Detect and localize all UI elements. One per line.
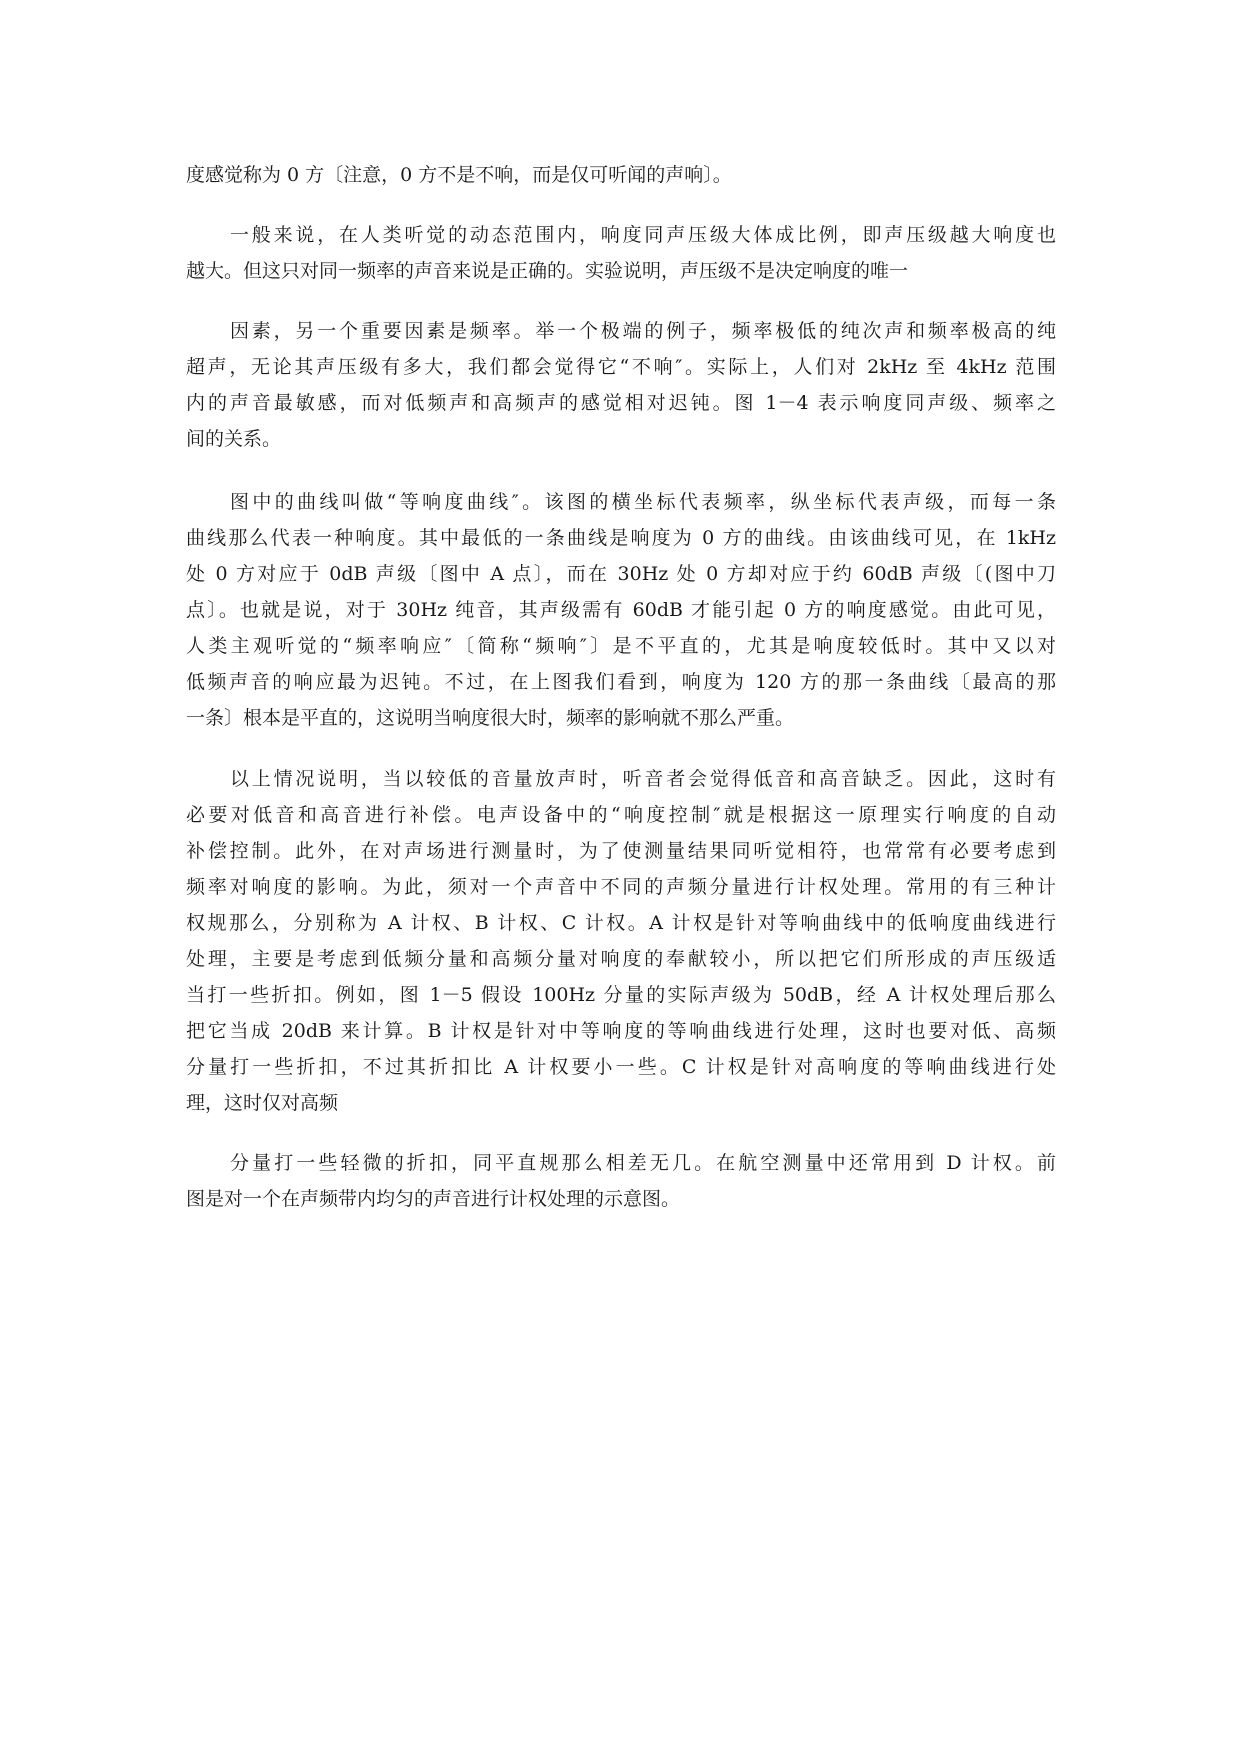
text-line: 低频声音的响应最为迟钝。不过，在上图我们看到，响度为 120 方的那一条曲线〔最高的那 <box>186 671 1056 693</box>
text-line: 曲线那么代表一种响度。其中最低的一条曲线是响度为 0 方的曲线。由该曲线可见，在 1kHz <box>186 527 1056 549</box>
text-line: 图中的曲线叫做“等响度曲线″。该图的横坐标代表频率，纵坐标代表声级，而每一条 <box>230 491 1056 513</box>
text-line: 理，这时仅对高频 <box>186 1092 339 1114</box>
text-line: 处理，主要是考虑到低频分量和高频分量对响度的奉献较小，所以把它们所形成的声压级适 <box>186 948 1056 970</box>
text-line: 处 0 方对应于 0dB 声级〔图中 A 点〕，而在 30Hz 处 0 方却对应于约 60dB 声级〔(图中刀 <box>186 563 1056 585</box>
text-line: 越大。但这只对同一频率的声音来说是正确的。实验说明，声压级不是决定响度的唯一 <box>186 260 909 282</box>
text-line: 把它当成 20dB 来计算。B 计权是针对中等响度的等响曲线进行处理，这时也要对低、高频 <box>186 1020 1056 1042</box>
text-line: 频率对响度的影响。为此，须对一个声音中不同的声频分量进行计权处理。常用的有三种计 <box>186 876 1056 898</box>
text-line: 点〕。也就是说，对于 30Hz 纯音，其声级需有 60dB 才能引起 0 方的响度感觉。由此可见， <box>186 599 1056 621</box>
text-line: 内的声音最敏感，而对低频声和高频声的感觉相对迟钝。图 1－4 表示响度同声级、频率之 <box>186 392 1056 414</box>
text-line: 分量打一些折扣，不过其折扣比 A 计权要小一些。C 计权是针对高响度的等响曲线进行处 <box>186 1056 1056 1078</box>
text-line: 权规那么，分别称为 A 计权、B 计权、C 计权。A 计权是针对等响曲线中的低响度曲线进行 <box>186 912 1056 934</box>
text-line: 分量打一些轻微的折扣，同平直规那么相差无几。在航空测量中还常用到 D 计权。前 <box>230 1152 1056 1174</box>
text-line: 一般来说，在人类听觉的动态范围内，响度同声压级大体成比例，即声压级越大响度也 <box>230 224 1056 246</box>
text-line: 因素，另一个重要因素是频率。举一个极端的例子，频率极低的纯次声和频率极高的纯 <box>230 320 1056 342</box>
text-line: 以上情况说明，当以较低的音量放声时，听音者会觉得低音和高音缺乏。因此，这时有 <box>230 768 1056 790</box>
text-line: 超声，无论其声压级有多大，我们都会觉得它“不响″。实际上，人们对 2kHz 至 4kHz 范围 <box>186 356 1056 378</box>
text-line: 间的关系。 <box>186 428 282 450</box>
text-line: 度感觉称为 0 方〔注意，0 方不是不响，而是仅可听闻的声响〕。 <box>186 164 732 186</box>
text-line: 当打一些折扣。例如，图 1－5 假设 100Hz 分量的实际声级为 50dB，经 A 计权处理后那么 <box>186 984 1056 1006</box>
text-line: 补偿控制。此外，在对声场进行测量时，为了使测量结果同听觉相符，也常常有必要考虑到 <box>186 840 1056 862</box>
text-line: 图是对一个在声频带内均匀的声音进行计权处理的示意图。 <box>186 1188 681 1210</box>
text-line: 一条〕根本是平直的，这说明当响度很大时，频率的影响就不那么严重。 <box>186 707 795 729</box>
text-line: 必要对低音和高音进行补偿。电声设备中的“响度控制″就是根据这一原理实行响度的自动 <box>186 804 1056 826</box>
text-line: 人类主观听觉的“频率响应″〔简称“频响″〕是不平直的，尤其是响度较低时。其中又以对 <box>186 635 1056 657</box>
